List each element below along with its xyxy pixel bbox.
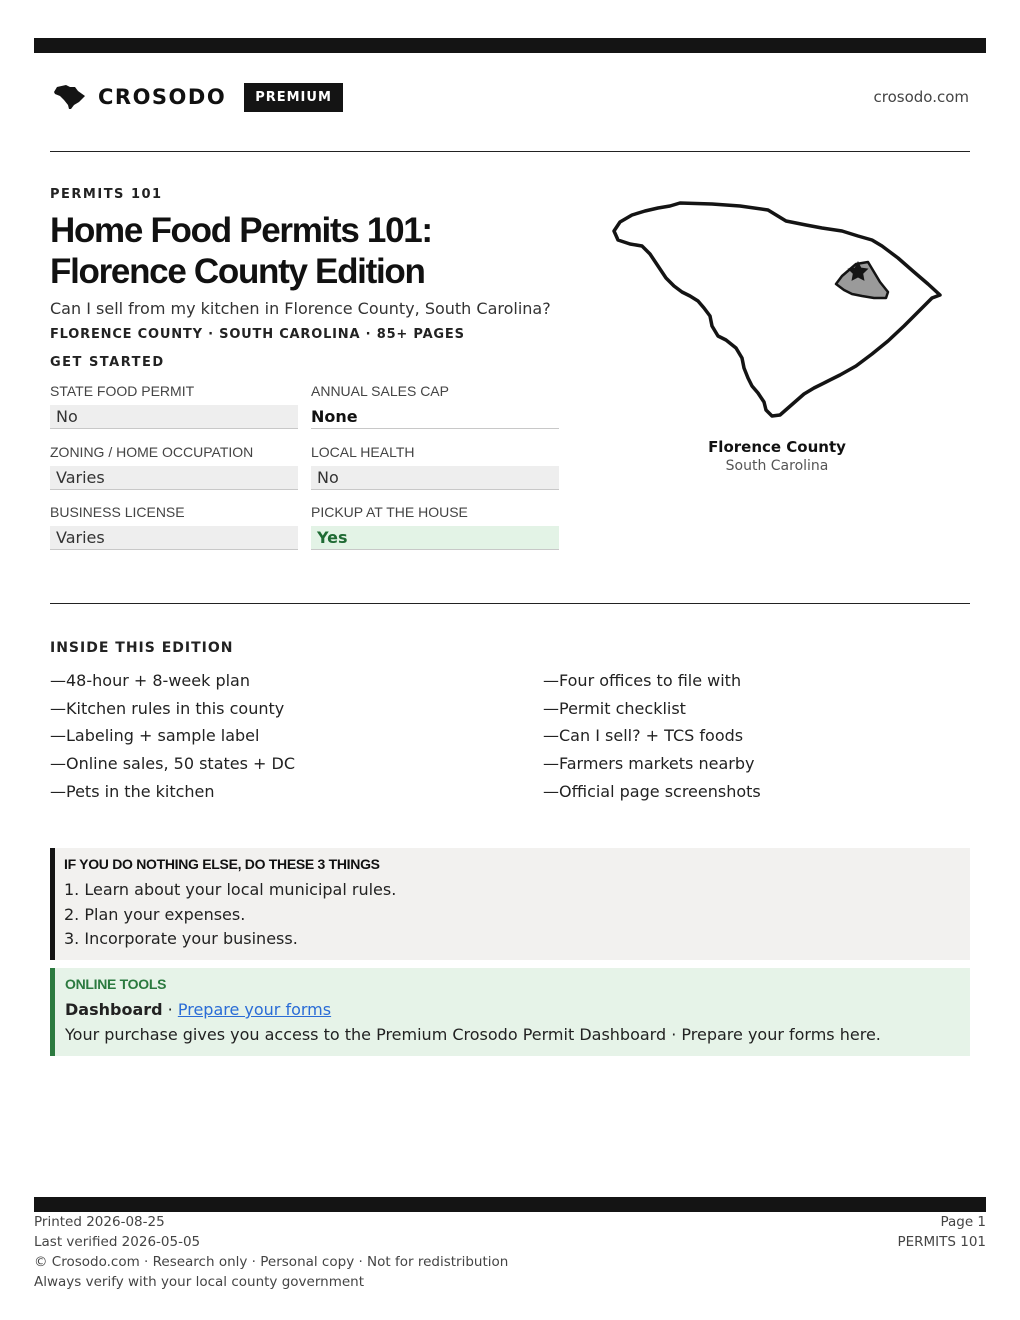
- inside-list-right: [543, 667, 761, 806]
- map-county-name: Florence County: [708, 438, 846, 456]
- bottom-rule-bar: [34, 1197, 986, 1212]
- list-item: —Labeling + sample label: [50, 726, 260, 746]
- verify-note: Always verify with your local county government: [34, 1274, 364, 1290]
- tools-description: Your purchase gives you access to the Premium Crosodo Permit Dashboard · Prepare your forms here.: [65, 1025, 881, 1044]
- fact-zoning: [50, 444, 298, 490]
- list-item: —Four offices to file with: [543, 671, 742, 690]
- state-outline: [614, 203, 940, 416]
- fact-label: STATE FOOD PERMIT: [50, 383, 195, 399]
- inside-list-left: [50, 667, 295, 806]
- copyright: © Crosodo.com · Research only · Personal copy · Not for redistribution: [34, 1254, 509, 1270]
- printed-date: Printed 2026-08-25: [34, 1214, 165, 1230]
- fact-label: ANNUAL SALES CAP: [311, 383, 449, 399]
- list-item: 1. Learn about your local municipal rules.: [64, 880, 397, 899]
- fact-value: No: [311, 466, 559, 490]
- tool-line: [65, 1000, 970, 1019]
- list-item: —48-hour + 8-week plan: [50, 671, 250, 690]
- list-item: —Farmers markets nearby: [543, 754, 755, 774]
- title-line-1: Home Food Permits 101:: [50, 211, 432, 250]
- fact-label: LOCAL HEALTH: [311, 444, 415, 460]
- tools-heading: ONLINE TOOLS: [65, 976, 167, 992]
- todo-callout: [50, 848, 970, 960]
- page-subtitle: Can I sell from my kitchen in Florence County, South Carolina?: [50, 299, 551, 318]
- edition-meta: FLORENCE COUNTY · SOUTH CAROLINA · 85+ PAGES: [50, 327, 465, 342]
- fact-value: No: [50, 405, 298, 429]
- fact-label: ZONING / HOME OCCUPATION: [50, 444, 254, 460]
- list-item: —Online sales, 50 states + DC: [50, 754, 296, 774]
- dashboard-label: Dashboard: [65, 1000, 163, 1019]
- south-carolina-icon: [52, 83, 88, 111]
- separator: ·: [162, 1000, 178, 1019]
- footer-left: [34, 1212, 508, 1292]
- todo-heading: IF YOU DO NOTHING ELSE, DO THESE 3 THINGS: [64, 856, 380, 872]
- verified-date: Last verified 2026-05-05: [34, 1234, 201, 1250]
- fact-local-health: [311, 444, 559, 490]
- inside-edition-heading: INSIDE THIS EDITION: [50, 640, 234, 656]
- brand-name: CROSODO: [98, 85, 227, 109]
- list-item: 3. Incorporate your business.: [64, 929, 298, 948]
- fact-value: Varies: [50, 466, 298, 490]
- section-divider: [50, 603, 970, 604]
- fact-pickup-at-house: [311, 504, 559, 550]
- section-kicker: PERMITS 101: [50, 187, 163, 202]
- list-item: 2. Plan your expenses.: [64, 904, 246, 924]
- fact-value: Yes: [311, 526, 559, 550]
- fact-label: BUSINESS LICENSE: [50, 504, 185, 520]
- list-item: —Pets in the kitchen: [50, 781, 215, 801]
- list-item: —Kitchen rules in this county: [50, 698, 285, 718]
- top-rule-bar: [34, 38, 986, 53]
- fact-value: Varies: [50, 526, 298, 550]
- fact-label: PICKUP AT THE HOUSE: [311, 504, 468, 520]
- site-url[interactable]: crosodo.com: [873, 88, 969, 106]
- fact-state-food-permit: [50, 383, 298, 429]
- tools-callout: [50, 968, 970, 1056]
- get-started-heading: GET STARTED: [50, 355, 165, 370]
- page-number: Page 1: [940, 1214, 986, 1230]
- title-line-2: Florence County Edition: [50, 252, 425, 291]
- footer-right: [897, 1212, 986, 1252]
- premium-badge: PREMIUM: [244, 83, 343, 112]
- fact-value: None: [311, 405, 559, 429]
- page-title: [50, 210, 570, 292]
- brand[interactable]: [52, 82, 343, 112]
- map-caption: [676, 438, 878, 474]
- list-item: —Permit checklist: [543, 698, 686, 718]
- header-divider: [50, 151, 970, 152]
- todo-list: [64, 878, 970, 952]
- state-map: [610, 198, 946, 423]
- map-state-name: South Carolina: [725, 458, 829, 474]
- prepare-forms-link[interactable]: Prepare your forms: [177, 1000, 332, 1019]
- fact-business-license: [50, 504, 298, 550]
- list-item: —Can I sell? + TCS foods: [543, 726, 744, 746]
- fact-annual-sales-cap: [311, 383, 559, 429]
- footer-section: PERMITS 101: [897, 1234, 986, 1250]
- list-item: —Official page screenshots: [543, 781, 761, 801]
